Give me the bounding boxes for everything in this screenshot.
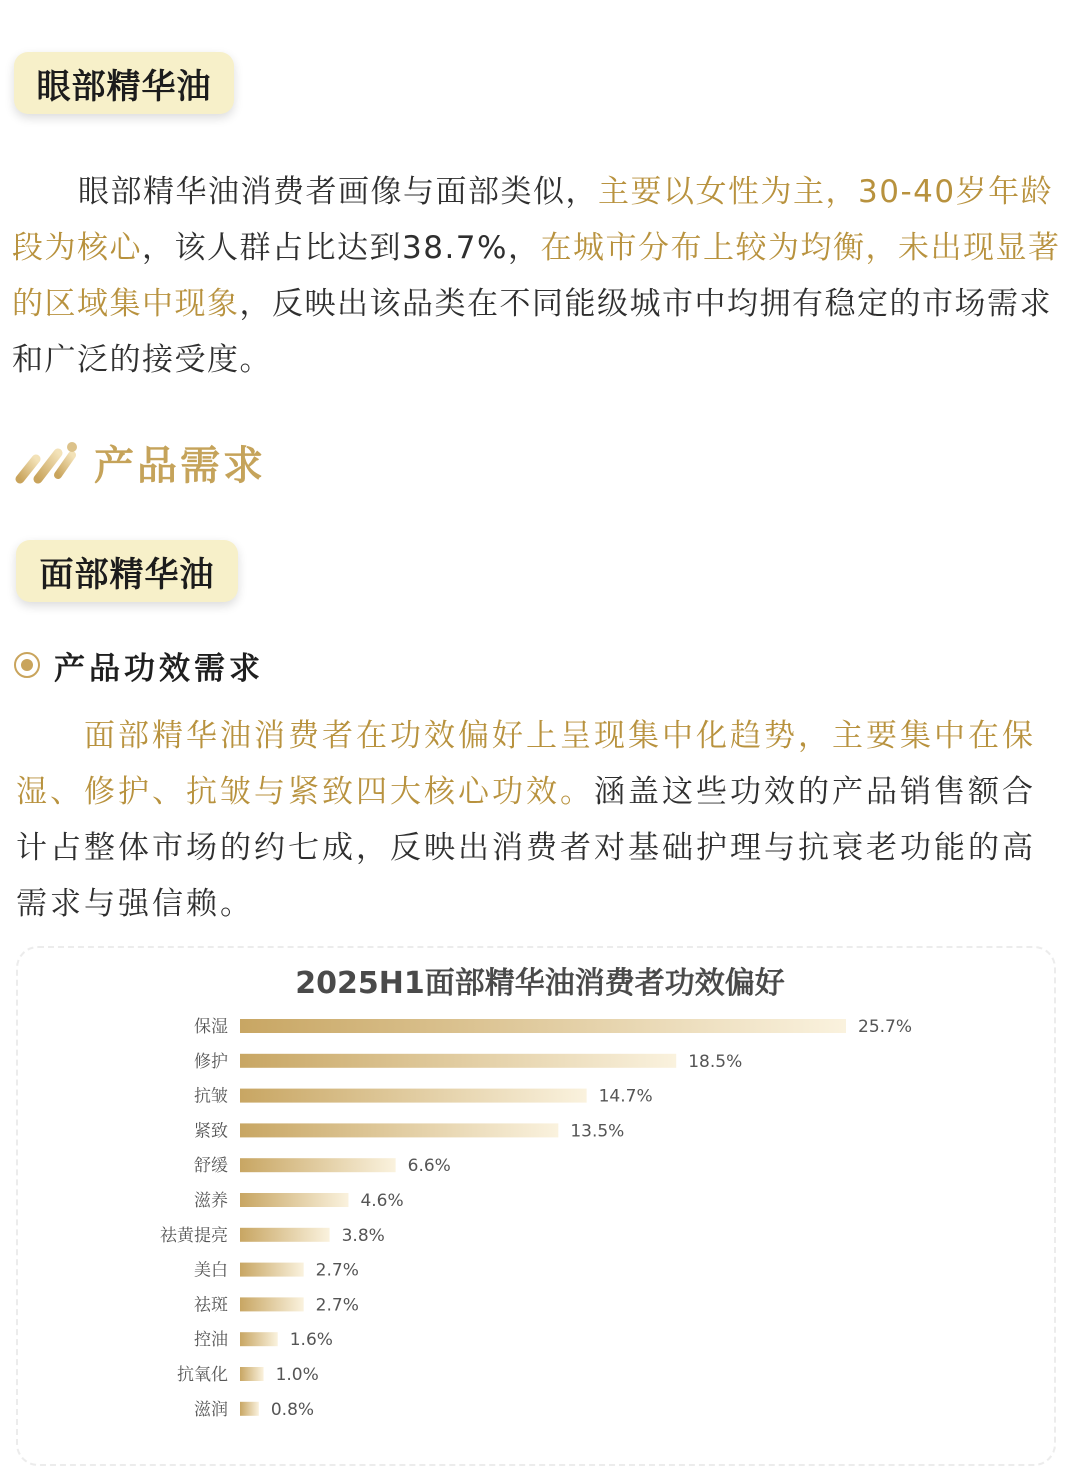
subheading-title: 产品功效需求	[54, 650, 264, 687]
bar-保湿	[240, 1019, 846, 1033]
bar-滋养	[240, 1193, 348, 1207]
value-label: 4.6%	[360, 1191, 404, 1211]
face-paragraph-segment-highlight: 面部精华油消费者在功效偏好上呈现集中化趋势，主要集中在保湿、修护、抗皱与紧致四大核心功效。	[16, 718, 1036, 810]
value-label: 1.0%	[275, 1365, 319, 1385]
bar-滋润	[240, 1402, 259, 1416]
category-label: 保湿	[194, 1017, 228, 1037]
eye-paragraph-segment-plain: ，反映出该品类在不同能级城市中均拥有稳定的市场需求和广泛的接受度。	[12, 286, 1052, 378]
bar-祛斑	[240, 1297, 304, 1311]
value-label: 2.7%	[315, 1260, 359, 1281]
eye-paragraph-segment-plain: 眼部精华油消费者画像与面部类似，	[78, 174, 598, 210]
value-label: 1.6%	[289, 1330, 333, 1351]
bar-美白	[240, 1263, 304, 1277]
value-label: 3.8%	[341, 1225, 385, 1246]
bar-抗皱	[240, 1089, 587, 1103]
face-essence-oil-tag: 面部精华油	[16, 540, 238, 602]
value-label: 0.8%	[270, 1399, 315, 1420]
category-label: 美白	[194, 1260, 228, 1281]
value-label: 25.7%	[858, 1017, 913, 1037]
value-label: 18.5%	[688, 1051, 743, 1072]
value-label: 14.7%	[598, 1086, 653, 1107]
eye-paragraph-segment-plain: ，该人群占比达到38.7%，	[142, 230, 541, 266]
bar-紧致	[240, 1123, 558, 1137]
category-label: 抗皱	[194, 1086, 228, 1107]
eye-paragraph-segment-highlight: 主要以女性为主，30-40岁年龄段为核心	[12, 174, 1054, 266]
category-label: 抗氧化	[177, 1365, 228, 1385]
category-label: 紧致	[194, 1121, 228, 1142]
category-label: 控油	[194, 1330, 228, 1351]
category-label: 祛黄提亮	[160, 1225, 228, 1246]
value-label: 13.5%	[570, 1121, 625, 1142]
value-label: 6.6%	[407, 1156, 451, 1177]
category-label: 滋润	[194, 1399, 228, 1420]
bar-控油	[240, 1332, 278, 1346]
category-label: 舒缓	[194, 1156, 228, 1177]
category-label: 修护	[194, 1051, 228, 1072]
eye-paragraph-segment-highlight: 在城市分布上较为均衡，未出现显著的区域集中现象	[12, 230, 1061, 322]
chart-title: 2025H1面部精华油消费者功效偏好	[295, 966, 785, 1001]
section-title: 产品需求	[94, 442, 266, 489]
category-label: 滋养	[194, 1191, 228, 1211]
eye-essence-oil-tag: 眼部精华油	[14, 52, 234, 114]
face-paragraph-segment-plain: 涵盖这些功效的产品销售额合计占整体市场的约七成，反映出消费者对基础护理与抗衰老功能的高需求与强信赖。	[16, 774, 1036, 922]
bar-抗氧化	[240, 1367, 264, 1381]
bar-修护	[240, 1054, 676, 1068]
value-label: 2.7%	[315, 1295, 359, 1316]
bar-舒缓	[240, 1158, 396, 1172]
category-label: 祛斑	[194, 1295, 228, 1316]
bar-祛黄提亮	[240, 1228, 330, 1242]
